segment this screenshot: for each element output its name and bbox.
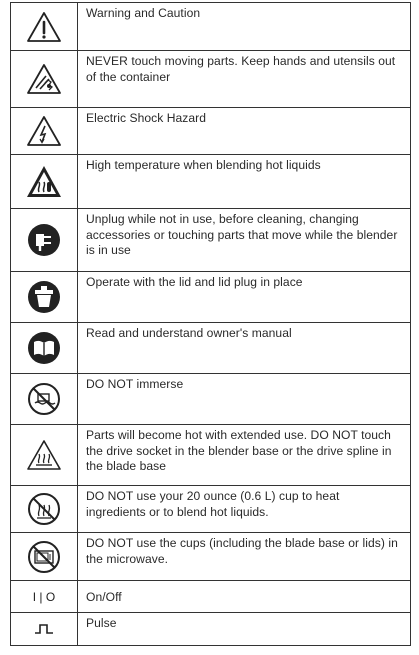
symbol-row bbox=[11, 108, 411, 155]
no-microwave-icon bbox=[26, 539, 62, 575]
symbol-row bbox=[11, 613, 411, 646]
symbol-description: DO NOT use your 20 ounce (0.6 L) cup to heat ingredients or to blend hot liquids. bbox=[78, 486, 411, 533]
symbol-row bbox=[11, 272, 411, 323]
symbol-row bbox=[11, 51, 411, 108]
symbols-table bbox=[10, 2, 411, 646]
unplug-icon bbox=[26, 222, 62, 258]
hot-surface-icon bbox=[26, 438, 62, 472]
symbol-description: Warning and Caution bbox=[78, 3, 411, 51]
symbol-row bbox=[11, 425, 411, 486]
symbol-description: On/Off bbox=[78, 581, 411, 613]
symbol-description: DO NOT use the cups (including the blade base or lids) in the microwave. bbox=[78, 533, 411, 581]
electric-shock-icon bbox=[26, 114, 62, 148]
symbol-row bbox=[11, 533, 411, 581]
warning-triangle-icon bbox=[26, 10, 62, 44]
read-manual-icon bbox=[26, 330, 62, 366]
symbol-description: Electric Shock Hazard bbox=[78, 108, 411, 155]
symbol-row bbox=[11, 581, 411, 613]
symbol-description: Parts will become hot with extended use. DO NOT touch the drive socket in the blender base or the drive spline in the blade base bbox=[78, 425, 411, 486]
pulse-icon bbox=[34, 623, 54, 635]
symbol-description: High temperature when blending hot liquids bbox=[78, 155, 411, 209]
symbol-row bbox=[11, 374, 411, 425]
moving-parts-hazard-icon bbox=[26, 62, 62, 96]
lid-in-place-icon bbox=[26, 279, 62, 315]
symbol-row bbox=[11, 3, 411, 51]
symbol-row bbox=[11, 209, 411, 272]
symbol-row bbox=[11, 155, 411, 209]
symbol-description: Unplug while not in use, before cleaning, changing accessories or touching parts that move while the blender is in use bbox=[78, 209, 411, 272]
do-not-immerse-icon bbox=[26, 381, 62, 417]
no-hot-ingredients-icon bbox=[26, 491, 62, 527]
symbol-description: DO NOT immerse bbox=[78, 374, 411, 425]
symbol-description: Operate with the lid and lid plug in place bbox=[78, 272, 411, 323]
symbol-description: NEVER touch moving parts. Keep hands and utensils out of the container bbox=[78, 51, 411, 108]
symbol-row bbox=[11, 323, 411, 374]
hot-liquid-hazard-icon bbox=[25, 164, 63, 200]
symbol-description: Read and understand owner's manual bbox=[78, 323, 411, 374]
on-off-icon: I | O bbox=[32, 589, 56, 604]
symbol-description: Pulse bbox=[78, 613, 411, 646]
symbol-row bbox=[11, 486, 411, 533]
